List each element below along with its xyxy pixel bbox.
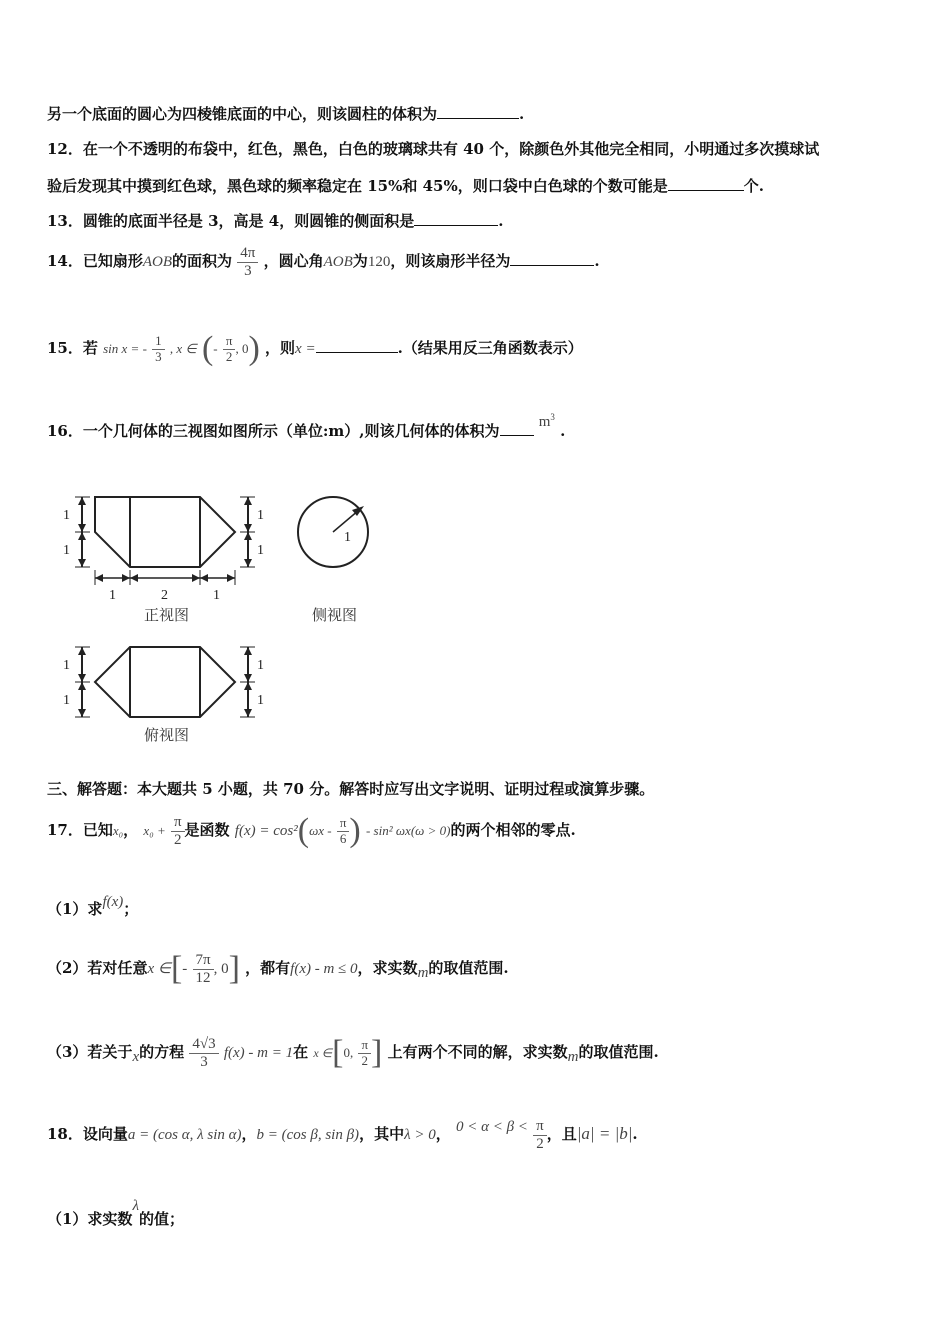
bracket: [ xyxy=(170,950,183,987)
unit-m: m xyxy=(538,414,551,430)
question-18-part-1 xyxy=(47,1198,184,1229)
bracket: ] xyxy=(228,950,240,987)
text: ，圆心角 xyxy=(263,252,324,270)
math: x₀ xyxy=(112,823,124,838)
question-16: 16．一个几何体的三视图如图所示（单位:m）,则该几何体的体积为 $m^3$ . xyxy=(47,412,566,440)
dim-label: 1 xyxy=(63,693,70,708)
text: ， xyxy=(123,821,139,839)
question-17-part-2 xyxy=(47,950,509,988)
question-18 xyxy=(47,1118,638,1152)
text: （3）若关于 xyxy=(47,1043,133,1061)
text: 的取值范围. xyxy=(428,959,509,977)
denominator: 6 xyxy=(339,830,347,846)
text: ，则该扇形半径为 xyxy=(390,252,511,270)
dim-label: 1 xyxy=(257,508,264,523)
fraction xyxy=(223,334,236,364)
answer-blank xyxy=(414,211,498,226)
question-17 xyxy=(47,812,576,850)
numerator: π xyxy=(223,334,236,349)
front-view-label: 正视图 xyxy=(144,606,190,624)
numerator: π xyxy=(533,1118,547,1136)
text: 18．设向量 xyxy=(47,1125,128,1143)
top-view-label: 俯视图 xyxy=(144,726,190,744)
dim-label: 1 xyxy=(109,588,116,603)
numerator: π xyxy=(358,1038,371,1053)
numerator: 4√3 xyxy=(189,1036,218,1054)
fraction xyxy=(358,1038,371,1068)
math: λ xyxy=(132,1198,139,1214)
math: 0, xyxy=(343,1045,354,1060)
dim-label: 1 xyxy=(257,658,264,673)
math: |a| = |b| xyxy=(576,1124,633,1143)
side-view-label: 侧视图 xyxy=(312,606,358,624)
fraction xyxy=(337,816,350,846)
text: 的值； xyxy=(138,1210,184,1228)
math: f(x) xyxy=(102,894,124,910)
front-view xyxy=(75,497,255,585)
minus: - xyxy=(182,961,188,977)
paren: ) xyxy=(248,330,260,367)
fraction xyxy=(152,334,165,364)
math: 0 < α < β < xyxy=(455,1119,528,1135)
fraction xyxy=(171,814,185,848)
text: 15．若 xyxy=(47,339,98,357)
front-view-outline xyxy=(95,497,235,567)
question-12-line-1 xyxy=(47,138,819,159)
math: f(x) = cos² xyxy=(234,823,298,839)
denominator: 3 xyxy=(200,1053,208,1070)
text: 13．圆锥的底面半径是 3，高是 4，则圆锥的侧面积是 xyxy=(47,212,415,230)
text: 上有两个不同的解，求实数 xyxy=(387,1043,568,1061)
numerator: π xyxy=(337,816,350,831)
text: 14．已知扇形 xyxy=(47,252,143,270)
top-view-outline xyxy=(95,647,235,717)
dim-label: 1 xyxy=(63,543,70,558)
text: ， xyxy=(435,1125,451,1143)
bracket: [ xyxy=(332,1034,344,1071)
fraction xyxy=(189,1036,218,1070)
fraction xyxy=(237,245,258,279)
text: 的面积为 xyxy=(172,252,233,270)
question-17-part-3 xyxy=(47,1034,659,1072)
dim-label: 1 xyxy=(257,693,264,708)
dim-label: 1 xyxy=(257,543,264,558)
paren: ) xyxy=(349,812,361,849)
text: 17．已知 xyxy=(47,821,113,839)
question-13: 13．圆锥的底面半径是 3，高是 4，则圆锥的侧面积是 . xyxy=(47,212,504,230)
math: m xyxy=(567,1049,579,1065)
dim-label: 1 xyxy=(63,508,70,523)
section-3-heading xyxy=(47,778,654,799)
unit-exp: 3 xyxy=(550,412,555,422)
radius-label: 1 xyxy=(344,530,351,545)
math: sin x = - xyxy=(103,341,147,356)
dim-label: 1 xyxy=(213,588,220,603)
text: （2）若对任意 xyxy=(47,959,148,977)
math: x ∈ xyxy=(147,961,171,977)
side-view xyxy=(298,497,368,567)
text: ，则 xyxy=(265,339,296,357)
answer-blank xyxy=(437,104,519,119)
text: （1）求实数 xyxy=(47,1210,133,1228)
math: x ∈ xyxy=(313,1046,333,1060)
denominator: 2 xyxy=(174,831,182,848)
numerator: π xyxy=(171,814,185,832)
text: 16．一个几何体的三视图如图所示（单位:m）,则该几何体的体积为 xyxy=(47,422,500,440)
text: 个. xyxy=(743,177,764,195)
question-14: 14．已知扇形AOB的面积为 $\frac{4\pi}{3}$ ，圆心角AOB为120，则该扇形半径为 . xyxy=(47,245,600,279)
text: ， xyxy=(241,1125,257,1143)
math: - sin² ωx(ω > 0) xyxy=(365,823,451,838)
math-aob: AOB xyxy=(142,254,173,270)
text: ，都有 xyxy=(245,959,291,977)
text: . xyxy=(632,1125,638,1143)
question-17-part-1 xyxy=(47,894,139,919)
math: , 0 xyxy=(235,341,249,356)
question-11-continuation: 另一个底面的圆心为四棱锥底面的中心，则该圆柱的体积为 . xyxy=(47,105,525,123)
text: 另一个底面的圆心为四棱锥底面的中心，则该圆柱的体积为 xyxy=(47,105,438,123)
bracket: ] xyxy=(371,1034,383,1071)
math: ωx - xyxy=(309,823,332,838)
dimension-arrows xyxy=(78,497,252,582)
math-120: 120 xyxy=(367,254,391,270)
top-view xyxy=(75,647,255,717)
question-15 xyxy=(47,330,583,368)
math-aob: AOB xyxy=(323,254,353,270)
three-view-figure xyxy=(60,485,390,755)
numerator: 4π xyxy=(237,245,258,263)
fraction xyxy=(533,1118,547,1152)
text: ，求实数 xyxy=(357,959,418,977)
math: f(x) - m ≤ 0 xyxy=(290,961,358,977)
denominator: 12 xyxy=(195,969,211,986)
text: ，且 xyxy=(546,1125,577,1143)
answer-blank xyxy=(668,176,744,191)
math: m xyxy=(417,965,429,981)
math: f(x) - m = 1 xyxy=(223,1045,294,1061)
math: a = (cos α, λ sin α) xyxy=(127,1127,242,1143)
unit xyxy=(539,414,555,430)
numerator: 7π xyxy=(193,952,214,970)
denominator: 2 xyxy=(225,348,233,364)
text: 是函数 xyxy=(184,821,230,839)
text: 的方程 xyxy=(139,1043,185,1061)
text: （1）求 xyxy=(47,900,103,918)
math: x = xyxy=(295,341,316,357)
text: 为 xyxy=(352,252,368,270)
answer-blank xyxy=(316,338,398,353)
text: 在 xyxy=(293,1043,309,1061)
minus: - xyxy=(213,341,218,356)
math: , x ∈ xyxy=(169,341,197,356)
text: 验后发现其中摸到红色球，黑色球的频率稳定在 15%和 45%，则口袋中白色球的个数可能是 xyxy=(47,177,668,195)
answer-blank xyxy=(500,421,534,436)
denominator: 2 xyxy=(536,1135,544,1152)
text: 的取值范围. xyxy=(578,1043,659,1061)
question-12-line-2 xyxy=(47,175,764,196)
math: x xyxy=(132,1049,140,1065)
math: b = (cos β, sin β) xyxy=(256,1127,360,1143)
text: 12．在一个不透明的布袋中，红色，黑色，白色的玻璃球共有 40 个，除颜色外其他完全相同，小明通过多次摸球试 xyxy=(47,140,820,158)
denominator: 3 xyxy=(244,262,252,279)
denominator: 3 xyxy=(155,348,162,364)
numerator: 1 xyxy=(152,334,165,349)
fraction xyxy=(193,952,214,986)
dim-label: 2 xyxy=(161,588,168,603)
paren: ( xyxy=(201,330,214,367)
answer-blank xyxy=(510,251,594,266)
text: .（结果用反三角函数表示） xyxy=(397,339,583,357)
math: x₀ + xyxy=(143,823,166,838)
text: 三、解答题：本大题共 5 小题，共 70 分。解答时应写出文字说明、证明过程或演算步骤。 xyxy=(47,780,655,798)
paren: ( xyxy=(297,812,310,849)
text: ； xyxy=(123,900,139,918)
denominator: 2 xyxy=(361,1052,368,1068)
dim-label: 1 xyxy=(63,658,70,673)
text: ，其中 xyxy=(359,1125,405,1143)
math: , 0 xyxy=(213,961,229,977)
text: 的两个相邻的零点. xyxy=(450,821,576,839)
math: λ > 0 xyxy=(404,1127,436,1143)
